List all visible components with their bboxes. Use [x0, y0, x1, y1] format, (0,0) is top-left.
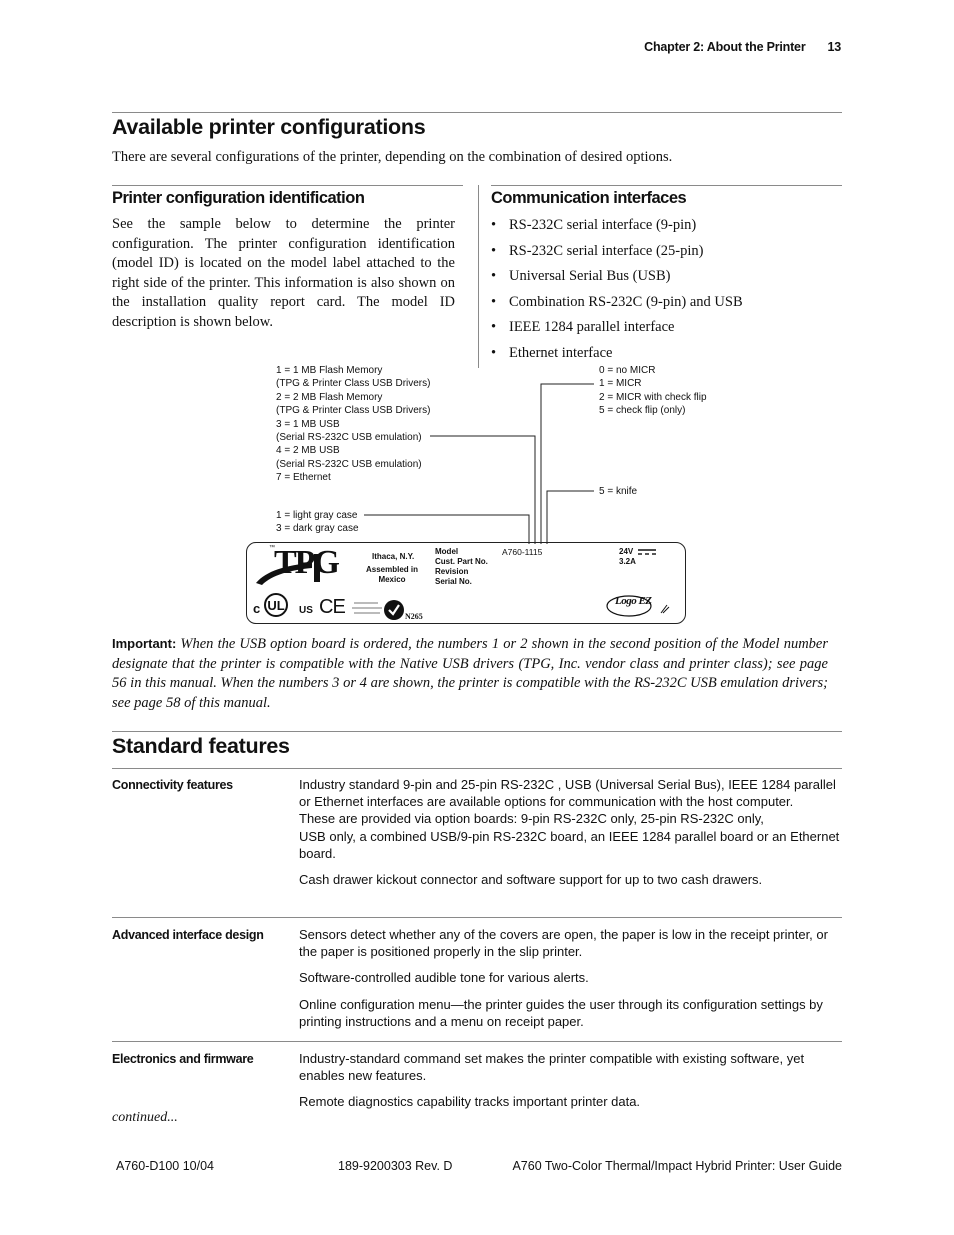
feature-paragraph: Cash drawer kickout connector and software support for up to two cash drawers. — [299, 872, 763, 888]
comm-item: • Combination RS-232C (9-pin) and USB — [491, 292, 843, 318]
dc-symbol-icon — [638, 549, 656, 555]
svg-text:UL: UL — [267, 598, 285, 613]
feature-divider — [112, 917, 842, 918]
ul-us-mark: US — [299, 605, 313, 616]
comm-heading: Communication interfaces — [491, 189, 687, 207]
feature-label-electronics: Electronics and firmware — [112, 1052, 254, 1066]
ce-mark: CE — [319, 596, 345, 618]
label-model-value: A760-1115 — [502, 547, 543, 557]
feature-paragraph: Online configuration menu—the printer guides the user through its configuration settings by printing instructions and a menu on receipt paper. — [299, 996, 823, 1029]
footer-doc-id: A760-D100 10/04 — [116, 1159, 214, 1173]
config-id-heading: Printer configuration identification — [112, 189, 365, 207]
label-location: Ithaca, N.Y. — [372, 552, 415, 561]
feature-text-connectivity — [299, 776, 844, 897]
comm-item: • Ethernet interface — [491, 343, 843, 369]
features-header-rule — [112, 768, 842, 769]
comm-item: • IEEE 1284 parallel interface — [491, 317, 843, 343]
memory-options-text: 1 = 1 MB Flash Memory (TPG & Printer Class USB Drivers) 2 = 2 MB Flash Memory (TPG & Printer Class USB Drivers) 3 = 1 MB USB (Serial RS-232C USB emulation) 4 = 2 MB USB (Serial RS-232C USB emulation) 7 = Ethernet — [276, 365, 431, 484]
important-label: Important: — [112, 636, 177, 651]
feature-label-interface: Advanced interface design — [112, 928, 264, 942]
feature-text-electronics — [299, 1050, 844, 1120]
ul-listed-icon — [261, 593, 293, 619]
comm-item: • RS-232C serial interface (9-pin) — [491, 215, 843, 241]
cert-code: N265 — [405, 612, 423, 621]
feature-divider — [112, 1041, 842, 1042]
ctick-icon — [383, 599, 405, 621]
knife-option-text: 5 = knife — [599, 486, 638, 497]
section2-top-rule — [112, 731, 842, 732]
footer-part-number: 189-9200303 Rev. D — [338, 1159, 453, 1173]
feature-paragraph: Sensors detect whether any of the covers are open, the paper is low in the receipt printer, or the paper is positioned properly in the slip printer. — [299, 927, 828, 960]
label-voltage: 24V — [619, 547, 634, 556]
feature-paragraph: Software-controlled audible tone for various alerts. — [299, 970, 589, 986]
comm-item: • RS-232C serial interface (25-pin) — [491, 241, 843, 267]
chapter-title: Chapter 2: About the Printer — [644, 40, 806, 54]
label-assembled: Assembled in Mexico — [366, 565, 419, 584]
intro-paragraph: There are several configurations of the printer, depending on the combination of desired options. — [112, 149, 673, 165]
footer-guide-title: A760 Two-Color Thermal/Impact Hybrid Printer: User Guide — [512, 1159, 842, 1173]
micr-options-text: 0 = no MICR 1 = MICR 2 = MICR with check flip 5 = check flip (only) — [599, 365, 707, 417]
trademark-mark: ™ — [269, 545, 275, 551]
case-options-text: 1 = light gray case 3 = dark gray case — [276, 510, 359, 535]
feature-text-interface — [299, 926, 844, 1039]
feature-label-connectivity: Connectivity features — [112, 778, 233, 792]
ul-c-mark: c — [253, 601, 261, 616]
important-text: When the USB option board is ordered, the numbers 1 or 2 shown in the second position of the Model number designate that the printer is compatible with the Native USB drivers (TPG, Inc. vendor class and printer class); see page 56 in this manual. When the numbers 3 or 4 are shown, the printer is compatible with the RS-232C USB emulation drivers; see page 58 of this manual. — [112, 636, 828, 711]
important-note — [112, 634, 828, 713]
feature-paragraph: Industry-standard command set makes the printer compatible with existing software, yet enables new features. — [299, 1051, 805, 1084]
section-title-configurations: Available printer configurations — [112, 115, 426, 139]
comm-item: • Universal Serial Bus (USB) — [491, 266, 843, 292]
label-fields: Model Cust. Part No. Revision Serial No. — [435, 547, 488, 586]
model-label-plate — [246, 542, 686, 624]
config-id-body: See the sample below to determine the printer configuration. The printer configuration identification (model ID) is located on the model label attached to the right side of the printer. This information is also shown on the installation quality report card. The model ID description is shown below. — [112, 216, 455, 330]
page-number: 13 — [827, 40, 841, 54]
feature-paragraph: Industry standard 9-pin and 25-pin RS-232C , USB (Universal Serial Bus), IEEE 1284 parallel or Ethernet interfaces are available options for communication with the host computer. These are provided via option boards: 9-pin RS-232C only, 25-pin RS-232C only, USB only, a combined USB/9-pin RS-232C board, an IEEE 1284 parallel board or an Ethernet board. — [299, 777, 840, 861]
label-current: 3.2A — [619, 557, 636, 566]
section-title-features: Standard features — [112, 734, 290, 758]
compliance-text-icon — [352, 601, 384, 617]
tpg-brand: TPG — [274, 544, 338, 581]
continued-note: continued... — [112, 1110, 178, 1125]
feature-paragraph: Remote diagnostics capability tracks important printer data. — [299, 1094, 641, 1110]
logo-ez-text: Logo EZ — [615, 595, 652, 607]
